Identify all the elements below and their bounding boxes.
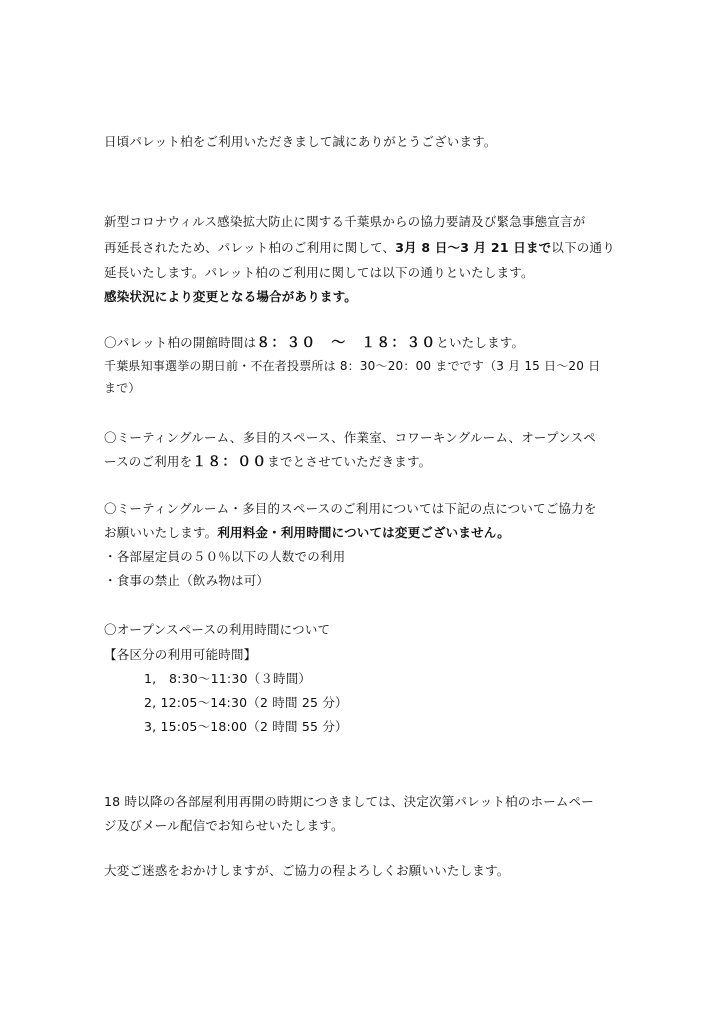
cooperation-line-1: 〇ミーティングルーム・多目的スペースのご利用については下記の点についてご協力を — [104, 501, 597, 516]
time-slot-2: 2, 12:05～14:30（2 時間 25 分） — [144, 695, 348, 710]
hours-line — [104, 335, 524, 351]
notice-line-3: 延長いたします。パレット柏のご利用に関しては以下の通りといたします。 — [104, 265, 534, 280]
notice-warning: 感染状況により変更となる場合があります。 — [104, 289, 358, 304]
election-line-1: 千葉県知事選挙の期日前・不在者投票所は 8：30～20：00 までです（3 月 15 日～20 日 — [104, 359, 601, 373]
bullet-no-food: ・食事の禁止（飲み物は可） — [104, 573, 270, 588]
rooms-line-2-post: までとさせていただきます。 — [267, 454, 432, 469]
openspace-heading: 〇オープンスペースの利用時間について — [104, 622, 331, 637]
time-slot-3: 3, 15:05～18:00（2 時間 55 分） — [144, 719, 348, 734]
resume-line-1: 18 時以降の各部屋利用再開の時期につきましては、決定次第パレット柏のホームペー — [104, 794, 595, 809]
openspace-subheading: 【各区分の利用可能時間】 — [104, 647, 257, 662]
greeting-text: 日頃パレット柏をご利用いただきまして誠にありがとうございます。 — [104, 134, 497, 149]
cooperation-line-2 — [104, 525, 510, 541]
bullet-capacity: ・各部屋定員の５０％以下の人数での利用 — [104, 549, 346, 564]
notice-line-1: 新型コロナウィルス感染拡大防止に関する千葉県からの協力要請及び緊急事態宣言が — [104, 214, 586, 229]
hours-pre: 〇パレット柏の開館時間は — [104, 335, 257, 350]
rooms-line-1: 〇ミーティングルーム、多目的スペース、作業室、コワーキングルーム、オープンスペ — [104, 430, 596, 445]
closing-text: 大変ご迷惑をおかけしますが、ご協力の程よろしくお願いいたします。 — [104, 863, 510, 878]
notice-line-2-pre: 再延長されたため、パレット柏のご利用に関して、 — [104, 240, 396, 255]
cooperation-line-2-pre: お願いいたします。 — [104, 525, 218, 540]
rooms-line-2-pre: ースのご利用を — [104, 454, 193, 469]
hours-post: といたします。 — [436, 335, 525, 350]
cooperation-no-change: 利用料金・利用時間については変更ございません。 — [217, 525, 510, 540]
rooms-close-time: １８：００ — [192, 454, 268, 470]
resume-line-2: ジ及びメール配信でお知らせいたします。 — [104, 818, 344, 833]
time-slot-1: 1, 8:30～11:30（３時間） — [144, 671, 312, 686]
rooms-line-2 — [104, 454, 431, 470]
hours-time: ８：３０ ～ １８：３０ — [256, 335, 437, 351]
notice-period: 3月 8 日～3 月 21 日まで — [395, 240, 552, 255]
notice-line-2-post: 以下の通り — [551, 240, 615, 255]
notice-line-2 — [104, 240, 615, 256]
election-line-2: まで） — [104, 381, 141, 395]
